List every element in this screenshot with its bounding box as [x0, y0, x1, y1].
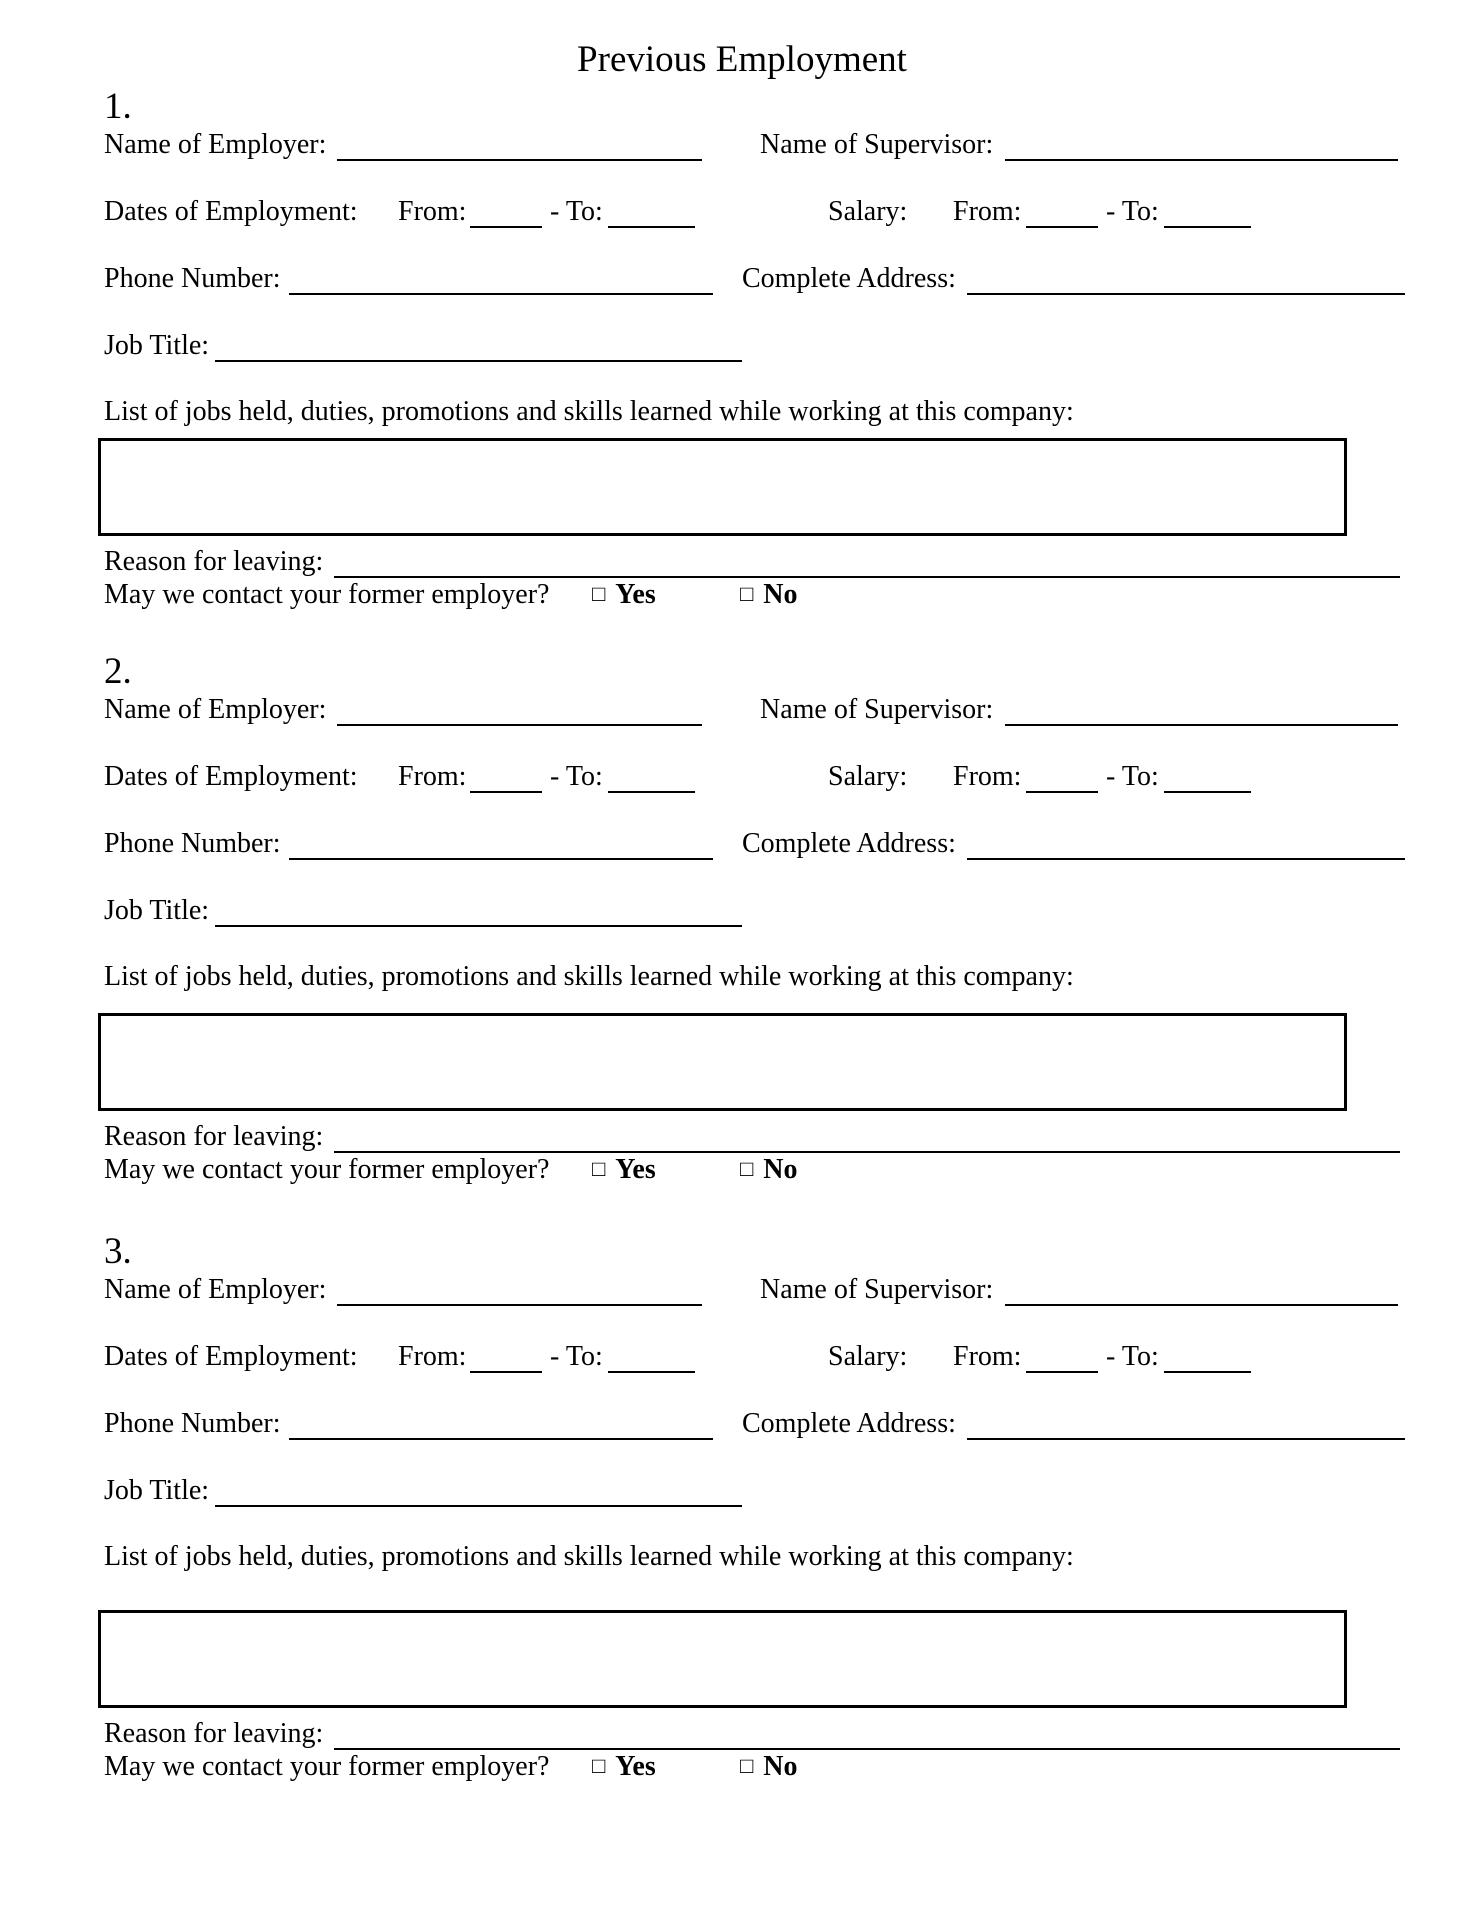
dates-to-field[interactable] — [608, 226, 695, 228]
salary-from-label: From: — [953, 196, 1022, 227]
supervisor-label: Name of Supervisor: — [760, 694, 994, 725]
jobs-list-textbox[interactable] — [98, 1610, 1347, 1708]
dates-from-field[interactable] — [470, 1371, 542, 1373]
no-checkbox[interactable]: □ — [740, 1156, 754, 1181]
supervisor-label: Name of Supervisor: — [760, 129, 994, 160]
dates-label: Dates of Employment: — [104, 1341, 358, 1372]
phone-field[interactable] — [289, 1438, 713, 1440]
yes-label: Yes — [615, 579, 656, 610]
salary-label: Salary: — [828, 1341, 908, 1372]
employer-label: Name of Employer: — [104, 1274, 327, 1305]
contact-yes-option[interactable] — [592, 1753, 656, 1781]
supervisor-field[interactable] — [1005, 724, 1398, 726]
address-field[interactable] — [967, 1438, 1405, 1440]
reason-label: Reason for leaving: — [104, 1121, 324, 1152]
contact-label: May we contact your former employer? — [104, 1751, 550, 1782]
dates-from-label: From: — [398, 1341, 467, 1372]
salary-from-field[interactable] — [1026, 226, 1098, 228]
no-label: No — [763, 579, 798, 610]
job-title-field[interactable] — [215, 360, 742, 362]
supervisor-field[interactable] — [1005, 159, 1398, 161]
jobs-list-label: List of jobs held, duties, promotions and skills learned while working at this company: — [104, 1541, 1074, 1572]
job-title-field[interactable] — [215, 1505, 742, 1507]
job-title-label: Job Title: — [104, 1475, 210, 1506]
supervisor-label: Name of Supervisor: — [760, 1274, 994, 1305]
yes-checkbox[interactable]: □ — [592, 1156, 606, 1181]
contact-label: May we contact your former employer? — [104, 579, 550, 610]
phone-label: Phone Number: — [104, 828, 281, 859]
reason-field[interactable] — [334, 576, 1400, 578]
salary-to-label: - To: — [1106, 761, 1159, 792]
dates-label: Dates of Employment: — [104, 761, 358, 792]
no-checkbox[interactable]: □ — [740, 1753, 754, 1778]
address-field[interactable] — [967, 858, 1405, 860]
yes-checkbox[interactable]: □ — [592, 1753, 606, 1778]
salary-to-field[interactable] — [1164, 1371, 1251, 1373]
salary-from-label: From: — [953, 1341, 1022, 1372]
job-title-label: Job Title: — [104, 895, 210, 926]
reason-label: Reason for leaving: — [104, 546, 324, 577]
contact-no-option[interactable] — [740, 581, 798, 609]
dates-label: Dates of Employment: — [104, 196, 358, 227]
salary-from-label: From: — [953, 761, 1022, 792]
employer-field[interactable] — [337, 159, 702, 161]
yes-label: Yes — [615, 1154, 656, 1185]
jobs-list-textbox[interactable] — [98, 1013, 1347, 1111]
phone-label: Phone Number: — [104, 1408, 281, 1439]
contact-no-option[interactable] — [740, 1753, 798, 1781]
yes-label: Yes — [615, 1751, 656, 1782]
job-title-field[interactable] — [215, 925, 742, 927]
salary-to-label: - To: — [1106, 1341, 1159, 1372]
contact-yes-option[interactable] — [592, 581, 656, 609]
employer-field[interactable] — [337, 1304, 702, 1306]
salary-from-field[interactable] — [1026, 791, 1098, 793]
salary-to-field[interactable] — [1164, 226, 1251, 228]
salary-from-field[interactable] — [1026, 1371, 1098, 1373]
section-number: 1. — [104, 86, 132, 127]
employer-label: Name of Employer: — [104, 694, 327, 725]
phone-field[interactable] — [289, 293, 713, 295]
phone-label: Phone Number: — [104, 263, 281, 294]
dates-from-label: From: — [398, 196, 467, 227]
contact-no-option[interactable] — [740, 1156, 798, 1184]
jobs-list-label: List of jobs held, duties, promotions and skills learned while working at this company: — [104, 396, 1074, 427]
salary-to-field[interactable] — [1164, 791, 1251, 793]
employer-label: Name of Employer: — [104, 129, 327, 160]
phone-field[interactable] — [289, 858, 713, 860]
supervisor-field[interactable] — [1005, 1304, 1398, 1306]
dates-from-field[interactable] — [470, 226, 542, 228]
section-number: 2. — [104, 651, 132, 692]
contact-label: May we contact your former employer? — [104, 1154, 550, 1185]
no-label: No — [763, 1751, 798, 1782]
dates-to-label: - To: — [550, 196, 603, 227]
page-title: Previous Employment — [577, 39, 907, 80]
salary-label: Salary: — [828, 761, 908, 792]
job-title-label: Job Title: — [104, 330, 210, 361]
dates-to-field[interactable] — [608, 1371, 695, 1373]
dates-to-label: - To: — [550, 761, 603, 792]
address-label: Complete Address: — [742, 263, 956, 294]
yes-checkbox[interactable]: □ — [592, 581, 606, 606]
section-number: 3. — [104, 1231, 132, 1272]
no-label: No — [763, 1154, 798, 1185]
dates-from-field[interactable] — [470, 791, 542, 793]
jobs-list-label: List of jobs held, duties, promotions and skills learned while working at this company: — [104, 961, 1074, 992]
address-label: Complete Address: — [742, 828, 956, 859]
salary-to-label: - To: — [1106, 196, 1159, 227]
no-checkbox[interactable]: □ — [740, 581, 754, 606]
address-label: Complete Address: — [742, 1408, 956, 1439]
jobs-list-textbox[interactable] — [98, 438, 1347, 536]
dates-to-label: - To: — [550, 1341, 603, 1372]
dates-to-field[interactable] — [608, 791, 695, 793]
employer-field[interactable] — [337, 724, 702, 726]
contact-yes-option[interactable] — [592, 1156, 656, 1184]
dates-from-label: From: — [398, 761, 467, 792]
reason-label: Reason for leaving: — [104, 1718, 324, 1749]
salary-label: Salary: — [828, 196, 908, 227]
reason-field[interactable] — [334, 1151, 1400, 1153]
address-field[interactable] — [967, 293, 1405, 295]
reason-field[interactable] — [334, 1748, 1400, 1750]
